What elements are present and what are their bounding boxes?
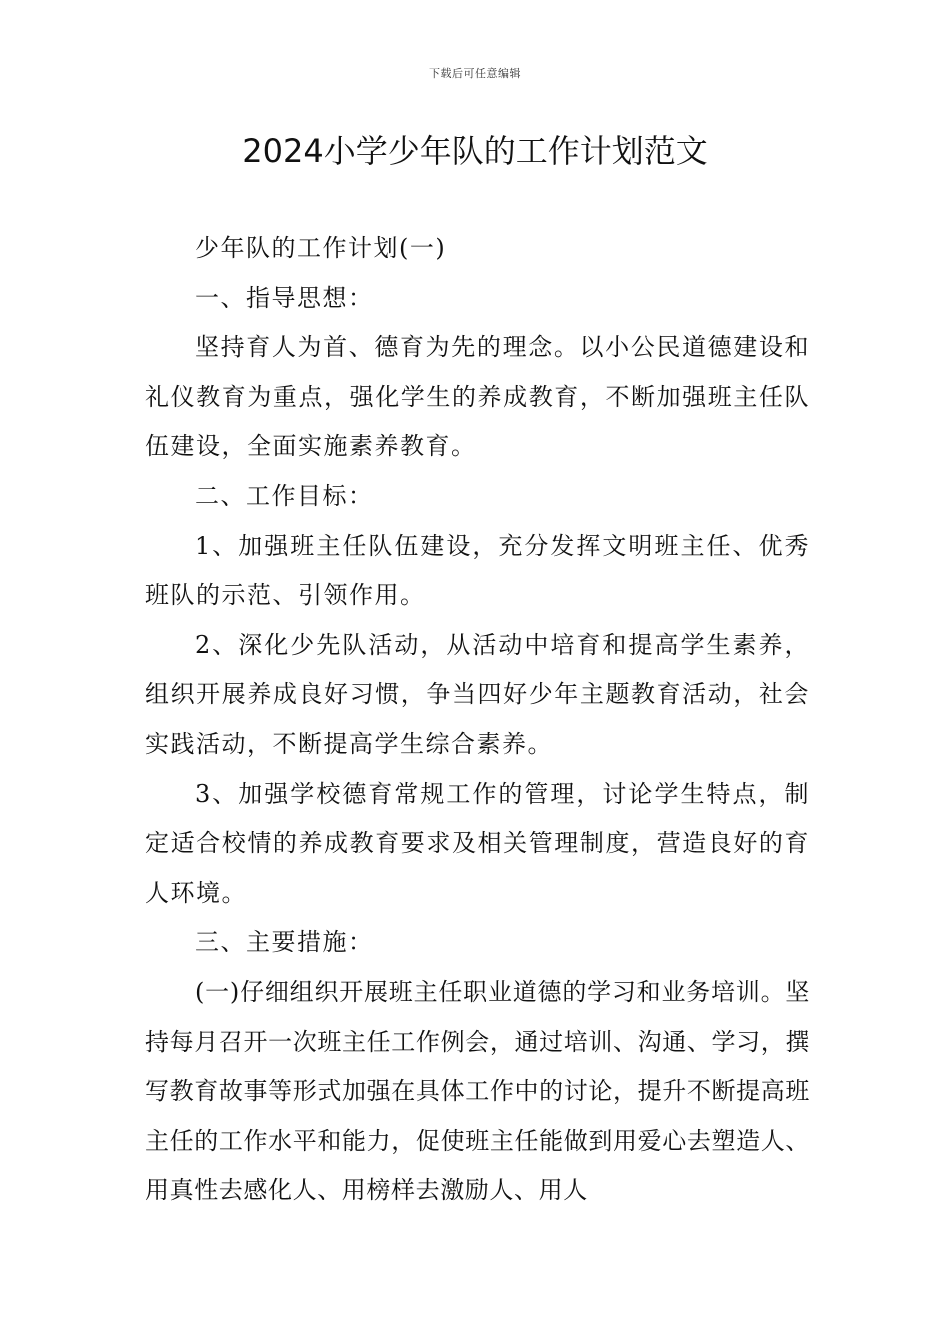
document-title: 2024小学少年队的工作计划范文 <box>242 132 708 170</box>
paragraph-goal-2: 2、深化少先队活动，从活动中培育和提高学生素养，组织开展养成良好习惯，争当四好少年主题教育活动，社会实践活动，不断提高学生综合素养。 <box>145 630 810 758</box>
section-heading-guiding-ideology: 一、指导思想： <box>195 283 374 312</box>
paragraph-guiding-ideology: 坚持育人为首、德育为先的理念。以小公民道德建设和礼仪教育为重点，强化学生的养成教育，不断加强班主任队伍建设，全面实施素养教育。 <box>145 333 810 461</box>
section-heading-work-goals: 二、工作目标： <box>195 481 374 510</box>
section-heading-main-measures: 三、主要措施： <box>195 928 374 957</box>
paragraph-goal-1: 1、加强班主任队伍建设，充分发挥文明班主任、优秀班队的示范、引领作用。 <box>145 531 810 610</box>
section-heading-plan-one: 少年队的工作计划(一) <box>195 234 447 262</box>
paragraph-measure-1: (一)仔细组织开展班主任职业道德的学习和业务培训。坚持每月召开一次班主任工作例会，通过培训、沟通、学习，撰写教育故事等形式加强在具体工作中的讨论，提升不断提高班主任的工作水平和能力，促使班主任能做到用爱心去塑造人、用真性去感化人、用榜样去激励人、用人 <box>145 977 810 1205</box>
document-body <box>145 224 810 1216</box>
page-header-note: 下载后可任意编辑 <box>429 67 521 80</box>
paragraph-goal-3: 3、加强学校德育常规工作的管理，讨论学生特点，制定适合校情的养成教育要求及相关管理制度，营造良好的育人环境。 <box>145 779 810 907</box>
